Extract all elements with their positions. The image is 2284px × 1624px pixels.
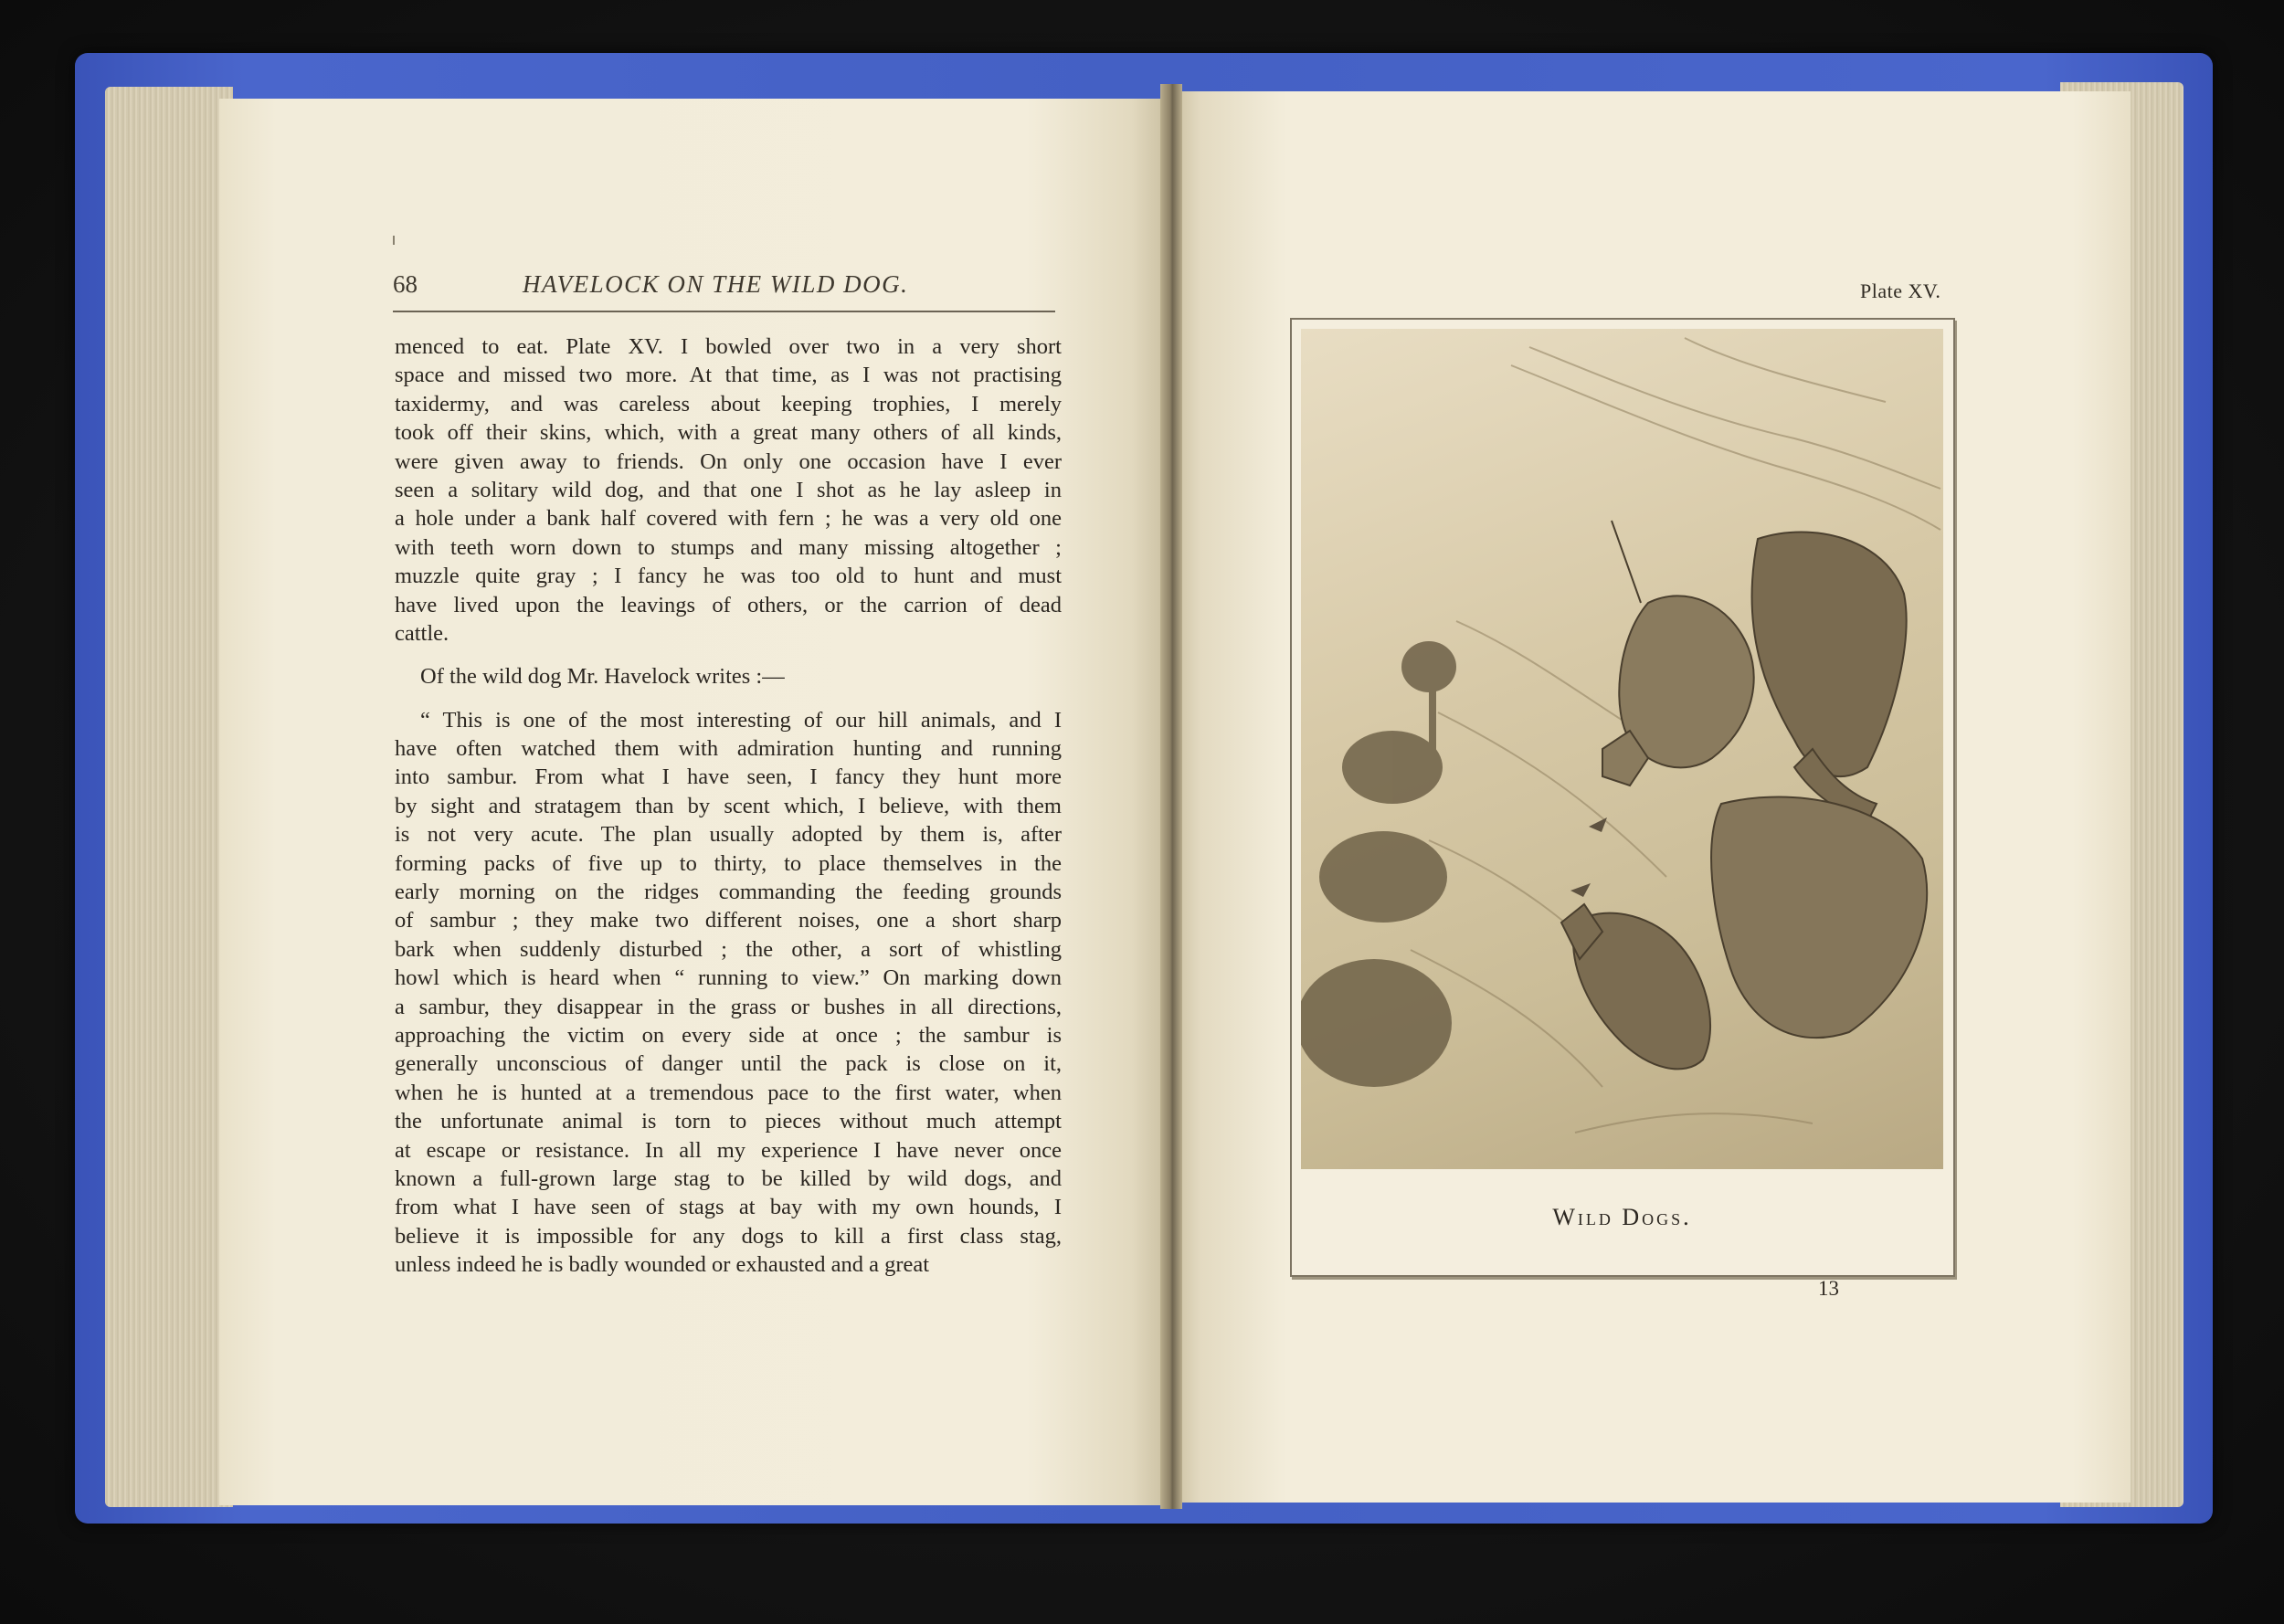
text-line: generally unconscious of danger until the pack is close on it, — [395, 1051, 1062, 1077]
text-line: have lived upon the leavings of others, or the carrion of dead — [395, 592, 1062, 617]
text-line: howl which is heard when “ running to view.” On marking down — [395, 965, 1062, 991]
small-birds — [1570, 817, 1607, 897]
running-head — [393, 270, 1055, 312]
dog-front — [1561, 904, 1710, 1069]
text-line: into sambur. From what I have seen, I fancy they hunt more — [395, 765, 1062, 790]
text-line: taxidermy, and was careless about keeping trophies, I merely — [395, 391, 1062, 417]
text-line: a sambur, they disappear in the grass or bushes in all directions, — [395, 994, 1062, 1019]
text-line: early morning on the ridges commanding the feeding grounds — [395, 880, 1062, 905]
text-line: “ This is one of the most interesting of our hill animals, and I — [420, 707, 1062, 733]
text-line: with teeth worn down to stumps and many missing altogether ; — [395, 534, 1062, 560]
text-line: have often watched them with admiration hunting and running — [395, 736, 1062, 762]
text-line: approaching the victim on every side at once ; the sambur is — [395, 1022, 1062, 1048]
text-line: from what I have seen of stags at bay with my own hounds, I — [395, 1195, 1062, 1220]
dog-lower — [1711, 797, 1927, 1039]
text-line: took off their skins, which, with a great many others of all kinds, — [395, 420, 1062, 446]
plate-caption: Wild Dogs. — [1552, 1204, 1692, 1230]
text-line: cattle. — [395, 620, 449, 646]
plate-label: Plate XV. — [1860, 279, 1941, 302]
pencil-mark — [393, 236, 395, 245]
text-line: Of the wild dog Mr. Havelock writes :— — [420, 664, 785, 690]
page-folio: 68 — [393, 270, 418, 298]
paragraph-gap — [395, 691, 1062, 706]
plate-photograph — [1301, 329, 1943, 1169]
body-text — [395, 332, 1062, 1280]
paragraph-gap — [395, 648, 1062, 662]
text-line: by sight and stratagem than by scent which, I believe, with them — [395, 793, 1062, 818]
text-line: forming packs of five up to thirty, to place themselves in the — [395, 850, 1062, 876]
dog-middle — [1602, 521, 1754, 786]
text-line: a hole under a bank half covered with fern ; he was a very old one — [395, 506, 1062, 532]
text-line: known a full-grown large stag to be killed by wild dogs, and — [395, 1165, 1062, 1191]
running-title: HAVELOCK ON THE WILD DOG. — [523, 270, 909, 298]
text-line: menced to eat. Plate XV. I bowled over two in a very short — [395, 334, 1062, 359]
text-line: were given away to friends. On only one occasion have I ever — [395, 448, 1062, 474]
wild-dogs-illustration — [1301, 329, 1943, 1169]
text-line: muzzle quite gray ; I fancy he was too old to hunt and must — [395, 564, 1062, 589]
text-line: unless indeed he is badly wounded or exhausted and a great — [395, 1252, 930, 1278]
dog-large — [1752, 533, 1907, 823]
text-line: seen a solitary wild dog, and that one I shot as he lay asleep in — [395, 477, 1062, 502]
text-line: the unfortunate animal is torn to pieces without much attempt — [395, 1109, 1062, 1134]
text-line: when he is hunted at a tremendous pace to the first water, when — [395, 1080, 1062, 1105]
left-page-edges — [105, 87, 233, 1507]
plate-page-number: 13 — [1818, 1277, 1839, 1300]
trees — [1301, 641, 1456, 1087]
text-line: of sambur ; they make two different noises, one a short sharp — [395, 908, 1062, 933]
text-line: is not very acute. The plan usually adopted by them is, after — [395, 822, 1062, 848]
text-line: space and missed two more. At that time, as I was not practising — [395, 363, 1062, 388]
book-gutter — [1160, 84, 1182, 1509]
text-line: bark when suddenly disturbed ; the other, a sort of whistling — [395, 936, 1062, 962]
text-line: at escape or resistance. In all my experience I have never once — [395, 1137, 1062, 1163]
text-line: believe it is impossible for any dogs to kill a first class stag, — [395, 1223, 1062, 1249]
